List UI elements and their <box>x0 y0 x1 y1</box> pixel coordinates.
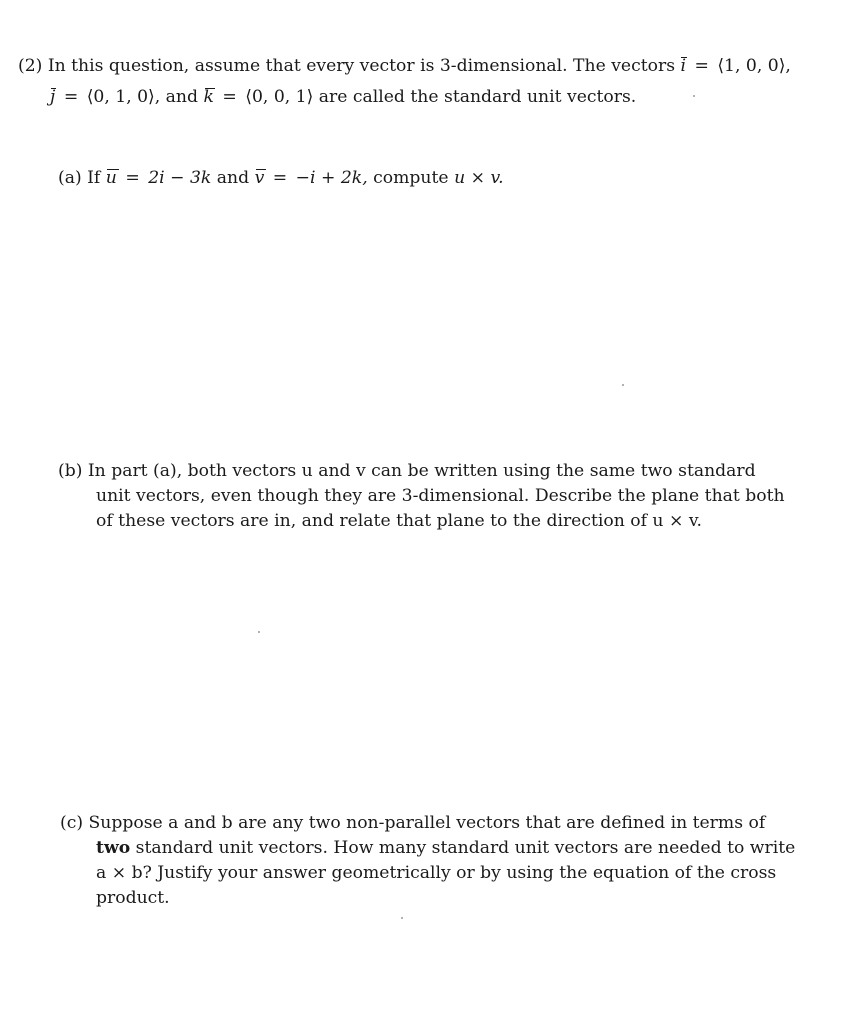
part-c-line-2 <box>96 837 795 859</box>
question-intro-text-2: are called the standard unit vectors. <box>318 87 637 107</box>
part-b-line-2 <box>96 485 785 507</box>
part-b-line-1 <box>58 460 756 482</box>
part-b-text-2: unit vectors, even though they are 3-dimensional. Describe the plane that both <box>96 486 785 506</box>
vector-v-symbol: v <box>254 168 265 188</box>
part-a-if: If <box>87 168 101 188</box>
vector-i-definition: ⟨1, 0, 0⟩, <box>717 56 791 76</box>
vector-k-symbol: k <box>203 87 214 107</box>
part-c-text-3: a × b? Justify your answer geometrically or by using the equation of the cross <box>96 863 777 883</box>
part-c-line-3 <box>96 862 776 884</box>
part-b-label: (b) <box>58 461 83 481</box>
vector-j-definition: ⟨0, 1, 0⟩, and <box>86 87 199 107</box>
part-c-text-1: Suppose a and b are any two non-parallel vectors that are defined in terms of <box>88 813 766 833</box>
scan-speck <box>258 631 260 633</box>
part-c-line-1 <box>60 812 765 834</box>
part-c-text-2: standard unit vectors. How many standard unit vectors are needed to write <box>135 838 796 858</box>
vector-k-definition: ⟨0, 0, 1⟩ <box>245 87 314 107</box>
scan-speck <box>693 95 695 97</box>
question-intro-line-1: (2) In this question, assume that every vector is 3-dimensional. The vectors i = ⟨1, 0, 0⟩, <box>18 56 791 76</box>
part-a-u-expression: 2i − 3k <box>148 168 212 188</box>
question-intro-line-2: j = ⟨0, 1, 0⟩, and k = ⟨0, 0, 1⟩ are called the standard unit vectors. <box>50 87 637 107</box>
part-a-cross-product: u × v. <box>454 168 504 188</box>
part-a-prompt: (a) If u = 2i − 3k and v = −i + 2k, compute u × v. <box>58 168 504 188</box>
question-number: (2) <box>18 56 43 76</box>
part-b-line-3 <box>96 510 702 532</box>
vector-i-symbol: i <box>680 56 686 76</box>
scan-speck <box>401 917 403 919</box>
part-a-v-expression: −i + 2k, <box>295 168 368 188</box>
part-c-label: (c) <box>60 813 84 833</box>
part-c-text-4: product. <box>96 888 170 908</box>
vector-j-symbol: j <box>50 87 56 107</box>
vector-u-symbol: u <box>105 168 117 188</box>
part-a-label: (a) <box>58 168 82 188</box>
part-a-and: and <box>216 168 250 188</box>
part-c-emphasis-two: two <box>96 838 131 858</box>
part-a-compute: compute <box>373 168 449 188</box>
part-b-text-1: In part (a), both vectors u and v can be written using the same two standard <box>87 461 756 481</box>
question-intro-text: In this question, assume that every vector is 3-dimensional. The vectors <box>47 56 676 76</box>
part-b-text-3: of these vectors are in, and relate that plane to the direction of u × v. <box>96 511 702 531</box>
scan-speck <box>622 384 624 386</box>
part-c-line-4 <box>96 887 170 909</box>
